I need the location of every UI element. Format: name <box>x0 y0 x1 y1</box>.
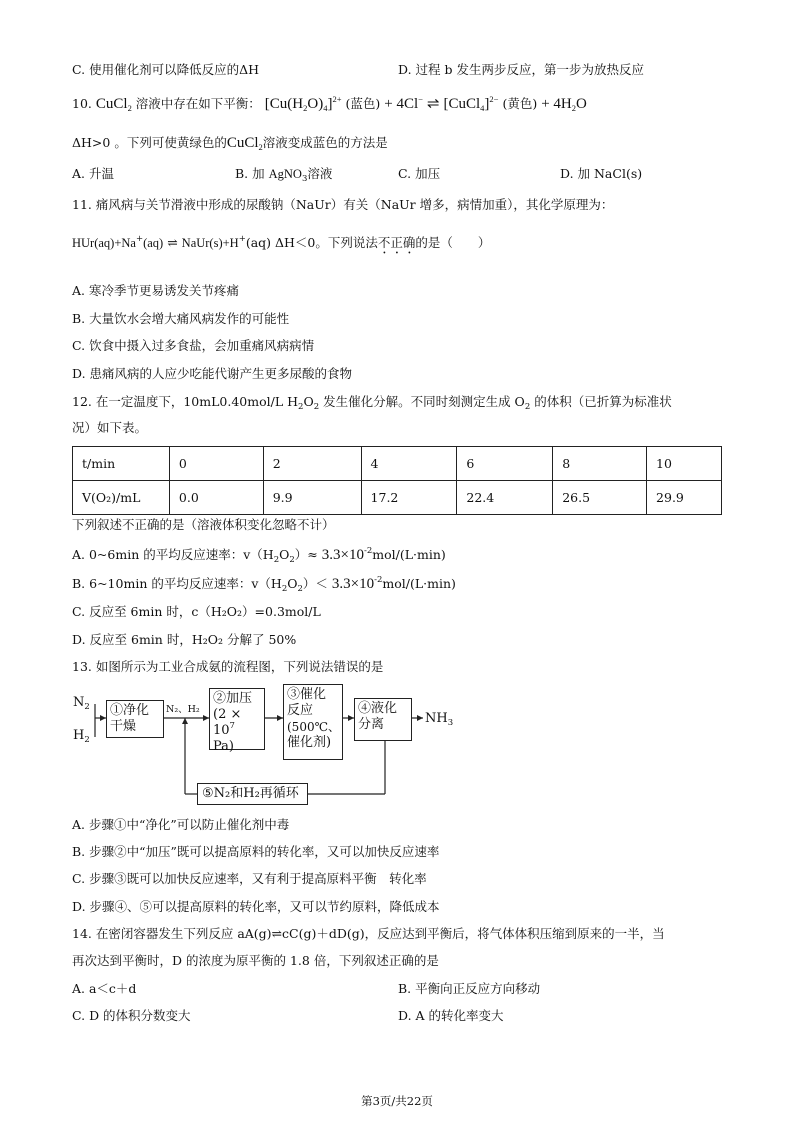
output-nh3: $NH_3$ <box>425 711 454 728</box>
table-cell: 22.4 <box>457 481 553 515</box>
q12-option-d: D. 反应至 6min 时，H₂O₂ 分解了 50% <box>72 632 297 647</box>
q11-equation: HUr(aq)+Na+(aq) ⇌ NaUr(s)+H+(aq) ΔH＜0。下列说法不正确的是（ ） <box>72 234 491 250</box>
q14-option-b: B. 平衡向正反应方向移动 <box>398 981 541 996</box>
q13-option-b: B. 步骤②中“加压”既可以提高原料的转化率，又可以加快反应速率 <box>72 844 440 859</box>
step-liquefy-separate: ④液化 分离 <box>354 698 412 741</box>
input-h2: $H_2$ <box>73 728 90 745</box>
equilibrium-arrow-icon: ⇌ <box>426 96 440 112</box>
q13-option-c: C. 步骤③既可以加快反应速率，又有利于提高原料平衡 转化率 <box>72 871 427 886</box>
complex-ion-blue: $[Cu(H_2O)_4]^{2+}$ <box>264 94 342 113</box>
q13-option-d: D. 步骤④、⑤可以提高原料的转化率，又可以节约原料，降低成本 <box>72 899 440 914</box>
q9-option-d: D. 过程 b 发生两步反应，第一步为放热反应 <box>398 62 644 77</box>
page-footer: 第3页/共22页 <box>361 1094 433 1108</box>
table-header-cell: t/min <box>73 447 170 481</box>
table-cell: 2 <box>263 447 361 481</box>
q12-stem: 12. 在一定温度下，10mL0.40mol/L $H_2O_2$ 发生催化分解。不同时刻测定生成 $O_2$ 的体积（已折算为标准状 <box>72 394 672 412</box>
q10-stem-line2: ΔH>0 。下列可使黄绿色的CuCl$_2$溶液变成蓝色的方法是 <box>72 135 388 152</box>
table-cell: 26.5 <box>553 481 647 515</box>
q14-stem: 14. 在密闭容器发生下列反应 aA(g)⇌cC(g)＋dD(g)，反应达到平衡后，将气体体积压缩到原来的一半，当 <box>72 926 665 941</box>
q11-option-a: A. 寒冷季节更易诱发关节疼痛 <box>72 283 239 298</box>
q13-option-a: A. 步骤①中“净化”可以防止催化剂中毒 <box>72 817 290 832</box>
q12-note: 下列叙述不正确的是（溶液体积变化忽略不计） <box>72 517 335 532</box>
q11-option-b: B. 大量饮水会增大痛风病发作的可能性 <box>72 311 290 326</box>
q13-stem: 13. 如图所示为工业合成氨的流程图，下列说法错误的是 <box>72 659 384 674</box>
step-catalytic-reaction: ③催化 反应 (500℃、 催化剂) <box>283 684 343 760</box>
complex-ion-yellow: [CuCl$_4$]$^{2-}$ <box>443 94 499 113</box>
table-cell: 4 <box>361 447 457 481</box>
equilibrium-arrow-icon: ⇌ <box>167 235 178 250</box>
q11-stem: 11. 痛风病与关节滑液中形成的尿酸钠（NaUr）有关（NaUr 增多，病情加重），其化学原理为： <box>72 197 614 212</box>
q9-option-c: C. 使用催化剂可以降低反应的ΔH <box>72 62 259 77</box>
flow-label-n2-h2: N₂、H₂ <box>166 704 200 715</box>
q11-option-c: C. 饮食中摄入过多食盐，会加重痛风病病情 <box>72 338 315 353</box>
table-cell: 0 <box>169 447 263 481</box>
q11-option-d: D. 患痛风病的人应少吃能代谢产生更多尿酸的食物 <box>72 366 353 381</box>
table-cell: 17.2 <box>361 481 457 515</box>
q10-option-a: A. 升温 <box>72 166 114 181</box>
input-n2: $N_2$ <box>73 695 90 712</box>
step-pressurize: ②加压 ($2 \times 10^7$ Pa) <box>209 688 265 750</box>
table-cell: 8 <box>553 447 647 481</box>
q10-option-c: C. 加压 <box>398 166 441 181</box>
q12-option-a: A. 0~6min 的平均反应速率：$v(H_2O_2)\approx 3.3\times 10^{-2}mol/(L\cdot\min)$ <box>72 546 446 565</box>
q10-option-d: D. 加 NaCl(s) <box>560 166 643 181</box>
table-cell: 9.9 <box>263 481 361 515</box>
q10-stem: 10. CuCl$_2$ 溶液中存在如下平衡： $[Cu(H_2O)_4]^{2+}$ (蓝色) + 4Cl− ⇌ [CuCl$_4$]$^{2-}$ (黄色) + $4H_2O$ <box>72 94 587 113</box>
table-cell: 6 <box>457 447 553 481</box>
q12-option-b: B. 6~10min 的平均反应速率：$v(H_2O_2)< 3.3\times 10^{-2}mol/(L\cdot\min)$ <box>72 575 456 594</box>
table-cell: 29.9 <box>647 481 722 515</box>
step-recycle: ⑤N₂和H₂再循环 <box>197 783 308 805</box>
emphasis-text: 不正确 <box>377 235 416 250</box>
q12-option-c: C. 反应至 6min 时，c（H₂O₂）=0.3mol/L <box>72 604 321 619</box>
q14-option-c: C. D 的体积分数变大 <box>72 1008 191 1023</box>
step-purify-dry: ①净化干燥 <box>106 700 164 738</box>
q10-option-b: B. 加 AgNO$_3$溶液 <box>235 166 333 184</box>
table-cell: 0.0 <box>169 481 263 515</box>
q12-stem-line2: 况）如下表。 <box>72 420 148 435</box>
q14-stem-line2: 再次达到平衡时，D 的浓度为原平衡的 1.8 倍，下列叙述正确的是 <box>72 953 439 968</box>
table-header-cell: V(O₂)/mL <box>73 481 170 515</box>
table-cell: 10 <box>647 447 722 481</box>
q14-option-d: D. A 的转化率变大 <box>398 1008 504 1023</box>
q14-option-a: A. a＜c＋d <box>72 981 137 996</box>
